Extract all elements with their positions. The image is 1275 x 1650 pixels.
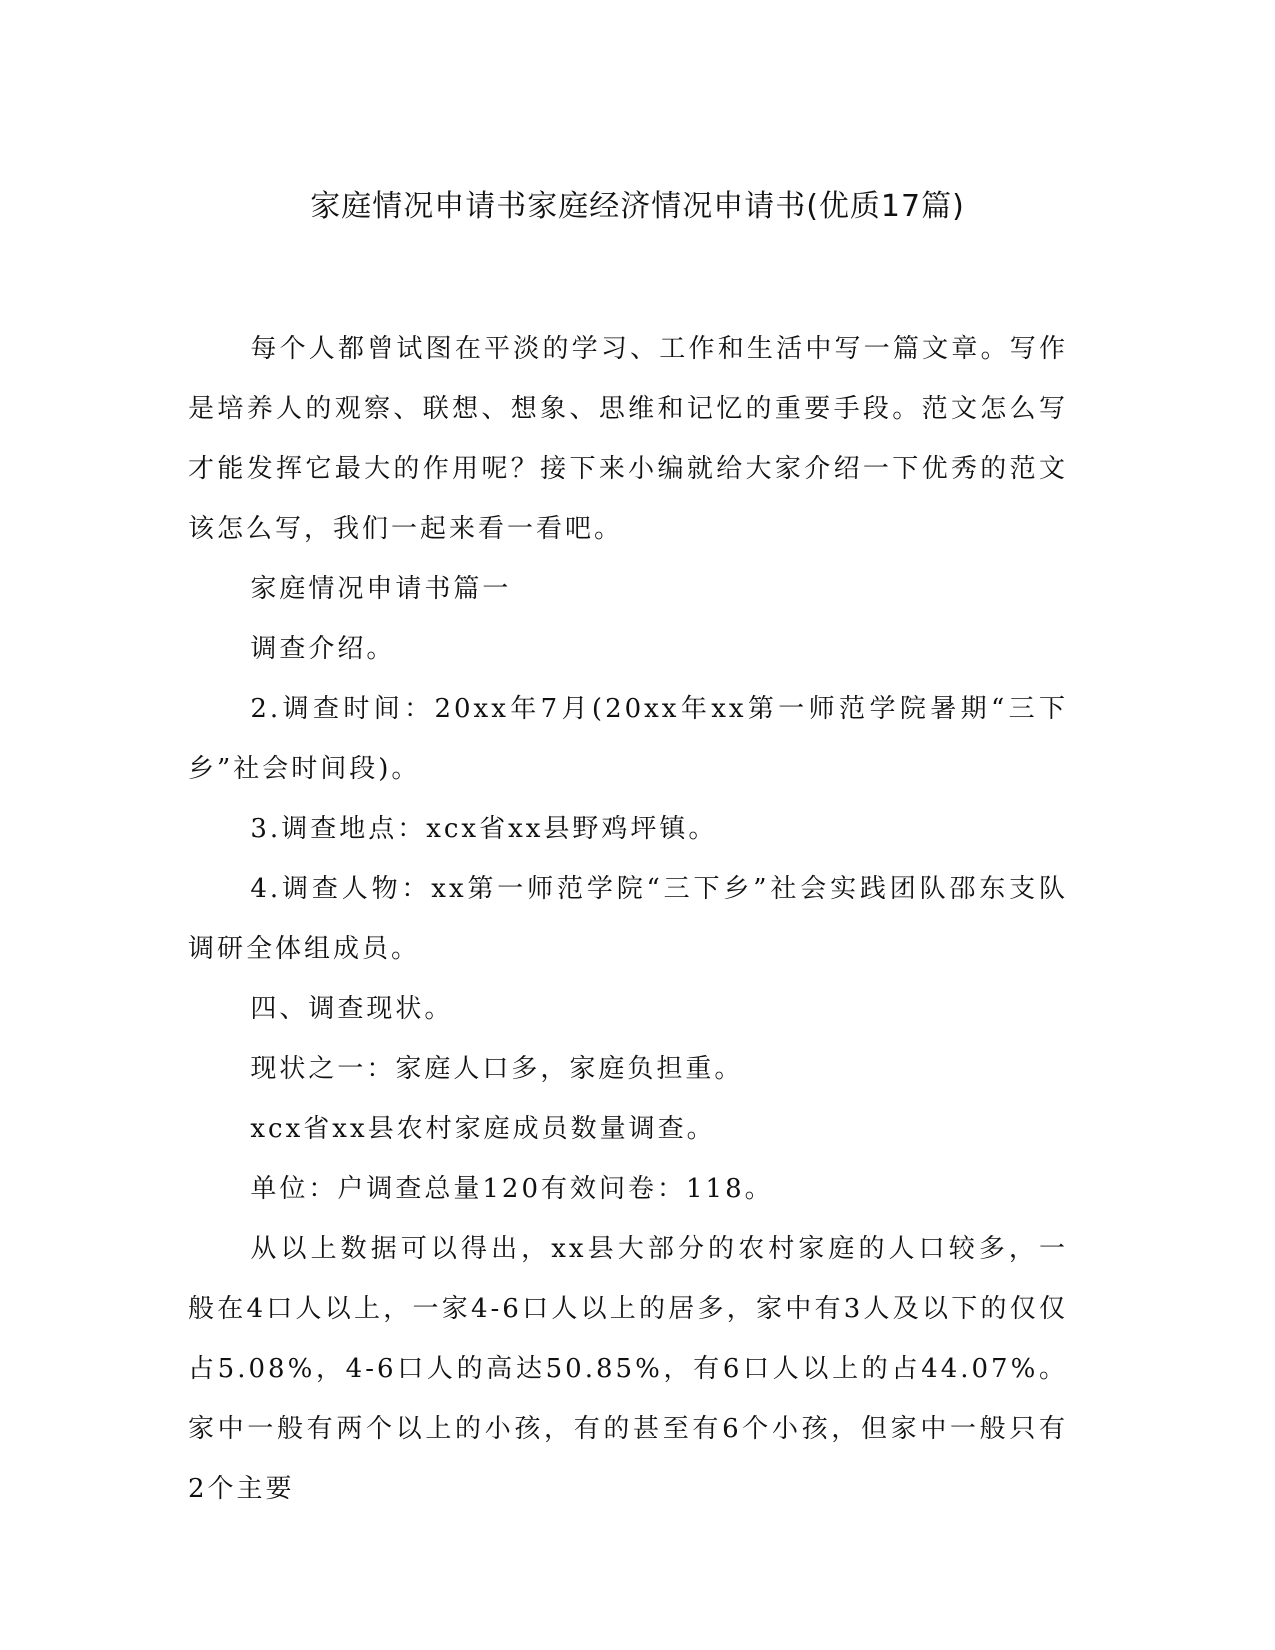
paragraph: 4.调查人物：xx第一师范学院“三下乡”社会实践团队邵东支队调研全体组成员。	[188, 874, 1068, 964]
document-title: 家庭情况申请书家庭经济情况申请书(优质17篇)	[310, 189, 965, 224]
paragraph: xcx省xx县农村家庭成员数量调查。	[250, 1114, 716, 1144]
paragraph: 单位：户调查总量120有效问卷：118。	[250, 1174, 774, 1204]
paragraph: 现状之一：家庭人口多，家庭负担重。	[250, 1054, 744, 1084]
section-heading: 家庭情况申请书篇一	[250, 574, 512, 604]
paragraph: 调查介绍。	[250, 634, 396, 664]
subsection-heading: 四、调查现状。	[250, 994, 454, 1024]
paragraph: 从以上数据可以得出，xx县大部分的农村家庭的人口较多，一般在4口人以上，一家4-6口人以上的居多，家中有3人及以下的仅仅占5.08%，4-6口人的高达50.85%，有6口人以上的占44.07%。家中一般有两个以上的小孩，有的甚至有6个小孩，但家中一般只有2个主要	[188, 1234, 1068, 1504]
paragraph: 2.调查时间：20xx年7月(20xx年xx第一师范学院暑期“三下乡”社会时间段)。	[188, 694, 1068, 784]
paragraph: 3.调查地点：xcx省xx县野鸡坪镇。	[250, 814, 718, 844]
intro-paragraph: 每个人都曾试图在平淡的学习、工作和生活中写一篇文章。写作是培养人的观察、联想、想象、思维和记忆的重要手段。范文怎么写才能发挥它最大的作用呢？接下来小编就给大家介绍一下优秀的范文该怎么写，我们一起来看一看吧。	[188, 334, 1068, 544]
document-body	[188, 319, 1068, 1519]
